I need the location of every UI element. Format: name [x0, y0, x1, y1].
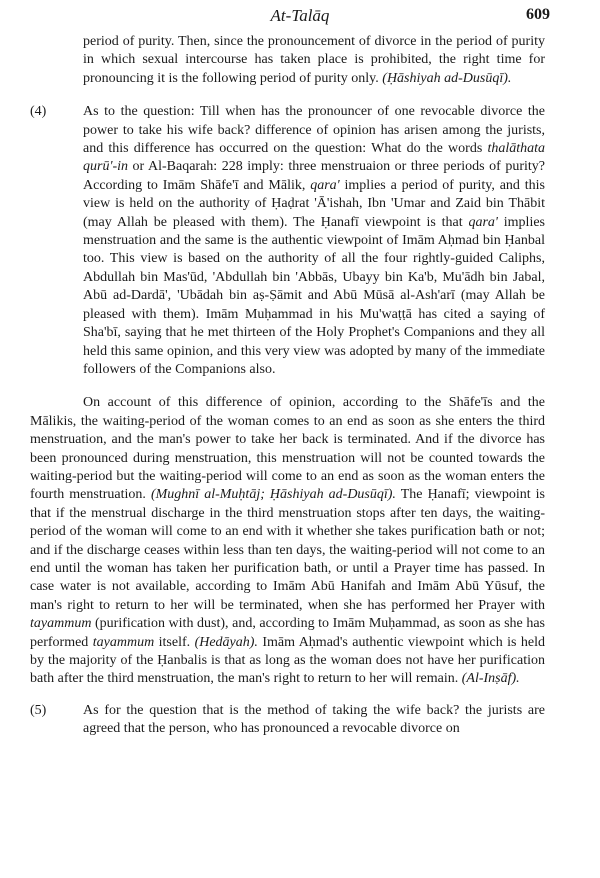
paragraph-text: itself. — [154, 634, 195, 650]
paragraph-text: On account of this difference of opinion, according to the Shāfe'īs and the Mālikis, the waiting-period of the woman comes to an end as soon as she enters the third menstruation, and the man's power to take her back is terminated. And if the divorce has been pronounced during menstruation, this menstruation will not be counted towards the waiting-period but the waiting-period will come to an end as soon as the woman enters the fourth menstruation. — [30, 395, 545, 503]
paragraph-text: As for the question that is the method of taking the wife back? the jurists are agreed that the person, who has pronounced a revocable divorce on — [83, 702, 545, 737]
item-number: (5) — [30, 702, 47, 718]
paragraph-text: Imām Aḥmad's authentic viewpoint which is held by the majority of the Ḥanbalis is that as long as the woman does not have her purification bath after the third menstruation, the man's right to return to her will remain. — [30, 634, 546, 687]
arabic-term: qara' — [310, 177, 340, 193]
paragraph-text: As to the question: Till when has the pronouncer of one revocable divorce the power to take his wife back? difference of opinion has arisen among the jurists, and this difference has occurred on the question: What do the words — [83, 104, 545, 157]
paragraph-text: (purification with dust), and, according to Imām Muḥammad, as soon as she has performed — [30, 616, 545, 650]
spacer — [30, 689, 545, 702]
page-header — [0, 6, 600, 30]
paragraph-text: implies a period of purity, and this view is held on the authority of Ḥaḍrat 'Ā'ishah, Ibn 'Umar and Zaid bin Thābit (may Allah be pleased with them). The Ḥanafī viewpoint is that — [83, 177, 545, 230]
arabic-term: tayammum — [30, 616, 92, 632]
paragraph-text: implies menstruation and the same is the authentic viewpoint of Imām Aḥmad bin Ḥanbal too. This view is based on the authority of all the four rightly-guided Caliphs, Abdullah bin Mas'ūd, 'Abdullah bin 'Abbās, Ubayy bin Ka'b, Mu'ādh bin Jabal, Abū ad-Dardā', 'Ubādah bin aṣ-Ṣāmit and Abū Mūsā al-Ash'arī (may Allah be pleased with them). Imām Muḥammad in his Mu'waṭṭā has cited a saying of Sha'bī, saying that he met thirteen of the Holy Prophet's Companions and they all held this same opinion, and this very view was adopted by many of the immediate followers of the Companions also. — [83, 214, 545, 377]
running-title: At-Talāq — [270, 6, 330, 25]
body-paragraph — [30, 394, 545, 689]
paragraph-text: The Ḥanafī; viewpoint is that if the menstrual discharge in the third menstruation stops after ten days, the waiting-period of the woman will come to an end with it whether she takes purification bath or not; and if the discharge ceases within less than ten days, the waiting-period will not come to an end until the woman has taken her purification bath, or until a Prayer time has passed. In case water is not available, according to Imām Abū Hanifah and Imām Abū Yūsuf, the man's right to return to her will be terminated, when she has performed her Prayer with — [30, 487, 546, 613]
citation: (Hedāyah). — [194, 634, 258, 650]
continuation-paragraph — [30, 33, 545, 88]
spacer — [30, 379, 545, 394]
citation: (Al-Inṣāf). — [461, 671, 520, 687]
numbered-item-4 — [30, 103, 545, 379]
spacer — [30, 88, 545, 103]
paragraph-text: or Al-Baqarah: 228 imply: three menstruaion or three periods of purity? According to Imām Shāfe'ī and Mālik, — [83, 159, 545, 193]
citation: (Ḥāshiyah ad-Dusūqī). — [382, 70, 512, 86]
arabic-term: qara' — [468, 214, 498, 230]
item-number: (4) — [30, 104, 47, 120]
arabic-term: thalāthata qurū'-in — [83, 141, 545, 175]
numbered-item-5 — [30, 702, 545, 739]
arabic-term: tayammum — [92, 634, 155, 650]
citation: (Mughnī al-Muḥtāj; Ḥāshiyah ad-Dusūqī). — [150, 487, 396, 503]
paragraph-text: period of purity. Then, since the pronouncement of divorce in the period of purity in which sexual intercourse has taken place is prohibited, the right time for pronouncing it is the following period of purity only. — [83, 34, 545, 86]
page-number: 609 — [526, 6, 550, 23]
page-body — [30, 33, 545, 739]
